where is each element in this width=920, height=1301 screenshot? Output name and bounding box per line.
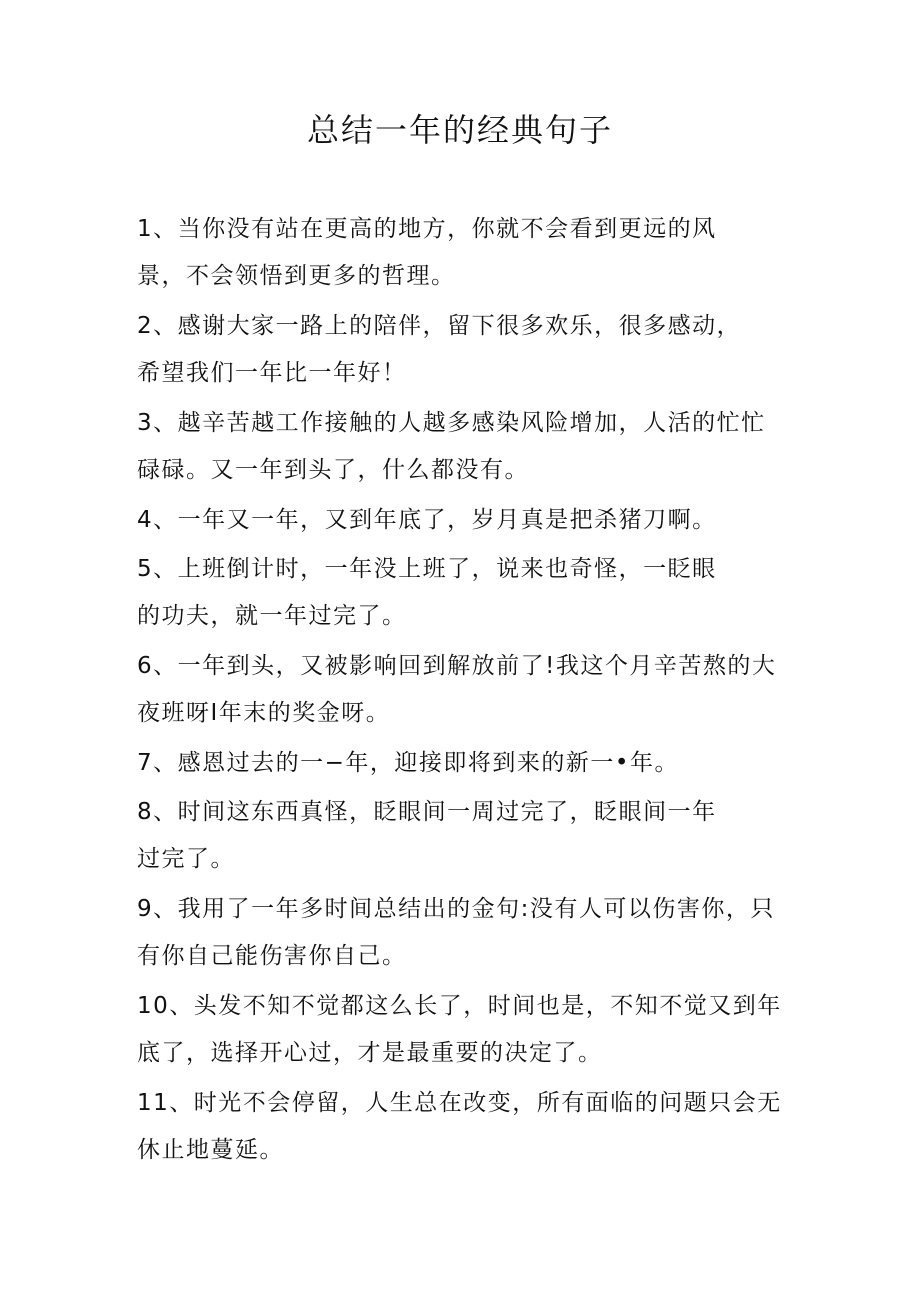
text-line: 底了，选择开心过，才是最重要的决定了。 xyxy=(137,1040,603,1066)
text-line: 10、头发不知不觉都这么长了，时间也是，不知不觉又到年 xyxy=(137,993,782,1019)
text-line: 1、当你没有站在更高的地方，你就不会看到更远的风 xyxy=(137,216,717,242)
text-line: 9、我用了一年多时间总结出的金句:没有人可以伤害你，只 xyxy=(137,896,775,922)
text-line: 6、一年到头，又被影响回到解放前了!我这个月辛苦熬的大 xyxy=(137,653,777,679)
text-line: 8、时间这东西真怪，眨眼间一周过完了，眨眼间一年 xyxy=(137,799,717,825)
text-line: 3、越辛苦越工作接触的人越多感染风险增加，人活的忙忙 xyxy=(137,410,766,436)
text-line: 4、一年又一年，又到年底了，岁月真是把杀猪刀啊。 xyxy=(137,507,717,533)
text-line: 的功夫，就一年过完了。 xyxy=(137,603,407,629)
text-line: 休止地蔓延。 xyxy=(137,1137,284,1163)
text-line: 夜班呀I年末的奖金呀。 xyxy=(137,700,391,726)
text-line: 7、感恩过去的一−年，迎接即将到来的新一•年。 xyxy=(137,750,679,776)
text-line: 2、感谢大家一路上的陪伴，留下很多欢乐，很多感动， xyxy=(137,313,742,339)
text-line: 景，不会领悟到更多的哲理。 xyxy=(137,263,456,289)
document-title: 总结一年的经典句子 xyxy=(306,111,613,149)
text-line: 希望我们一年比一年好！ xyxy=(137,360,407,386)
text-line: 碌碌。又一年到头了，什么都没有。 xyxy=(137,457,529,483)
text-line: 有你自己能伤害你自己。 xyxy=(137,943,407,969)
text-line: 过完了。 xyxy=(137,846,235,872)
text-line: 11、时光不会停留，人生总在改变，所有面临的问题只会无 xyxy=(137,1090,782,1116)
text-line: 5、上班倒计时，一年没上班了，说来也奇怪，一眨眼 xyxy=(137,556,717,582)
